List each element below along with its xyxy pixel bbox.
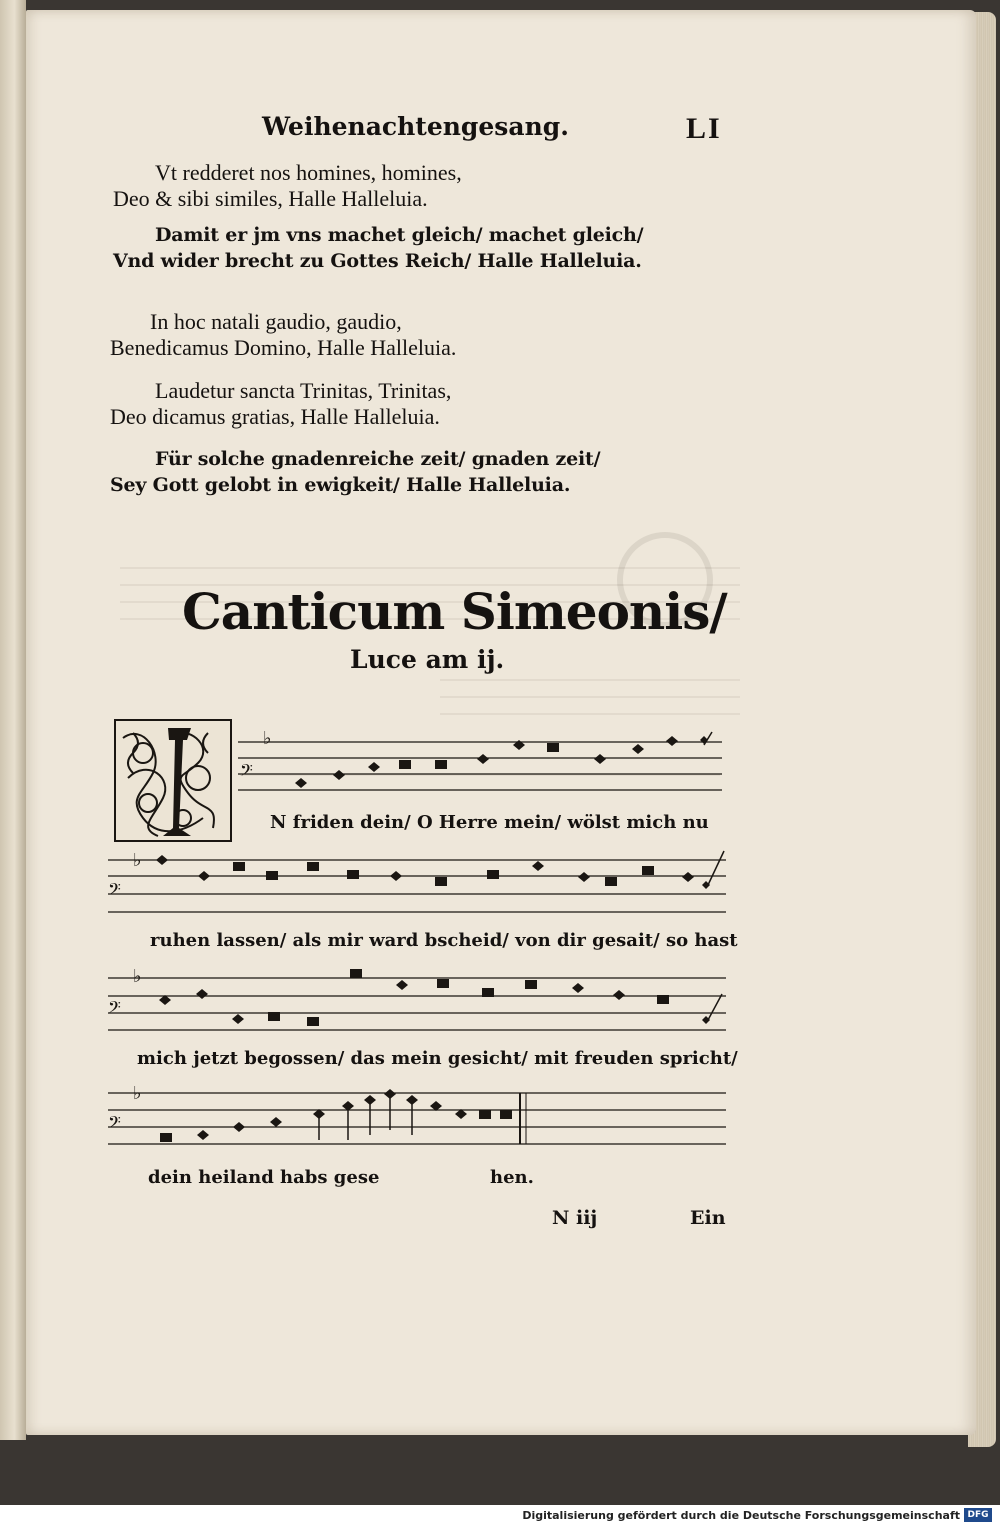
- catchword: Ein: [690, 1207, 726, 1229]
- verse-line: Vnd wider brecht zu Gottes Reich/ Halle Halleluia.: [113, 250, 642, 272]
- running-title: Weihenachtengesang.: [262, 112, 569, 141]
- svg-text:𝄢: 𝄢: [108, 879, 121, 903]
- verse-line: Für solche gnadenreiche zeit/ gnaden zeit/: [155, 448, 601, 470]
- verse-line: Damit er jm vns machet gleich/ machet gleich/: [155, 224, 644, 246]
- lyric-line: hen.: [490, 1167, 534, 1188]
- svg-text:♭: ♭: [133, 1083, 142, 1104]
- lyric-line: dein heiland habs gese: [148, 1167, 380, 1188]
- lyric-line: N friden dein/ O Herre mein/ wölst mich nu: [270, 812, 709, 833]
- verse-line: Deo dicamus gratias, Halle Halleluia.: [110, 404, 440, 429]
- verse-line: Benedicamus Domino, Halle Halleluia.: [110, 335, 457, 360]
- svg-text:♭: ♭: [263, 728, 272, 749]
- verse-line: Laudetur sancta Trinitas, Trinitas,: [155, 378, 452, 403]
- svg-text:♭: ♭: [133, 966, 142, 987]
- song-title: Canticum Simeonis/: [182, 582, 727, 641]
- svg-text:𝄢: 𝄢: [108, 997, 121, 1021]
- verse-line: Vt redderet nos homines, homines,: [155, 160, 462, 185]
- folio-number: LI: [686, 112, 722, 145]
- verse-line: In hoc natali gaudio, gaudio,: [150, 309, 402, 334]
- svg-text:𝄢: 𝄢: [108, 1112, 121, 1136]
- song-subtitle: Luce am ij.: [350, 645, 505, 674]
- verse-line: Sey Gott gelobt in ewigkeit/ Halle Halleluia.: [110, 474, 571, 496]
- lyric-line: ruhen lassen/ als mir ward bscheid/ von dir gesait/ so hast: [150, 930, 738, 951]
- svg-text:♭: ♭: [133, 850, 142, 871]
- lyric-line: mich jetzt begossen/ das mein gesicht/ mit freuden spricht/: [137, 1048, 738, 1069]
- signature-mark: N iij: [552, 1207, 598, 1229]
- footer-credit: Digitalisierung gefördert durch die Deutsche Forschungsgemeinschaft: [522, 1509, 960, 1522]
- verse-line: Deo & sibi similes, Halle Halleluia.: [113, 186, 428, 211]
- svg-text:𝄢: 𝄢: [240, 760, 253, 784]
- dfg-logo: DFG: [964, 1508, 992, 1522]
